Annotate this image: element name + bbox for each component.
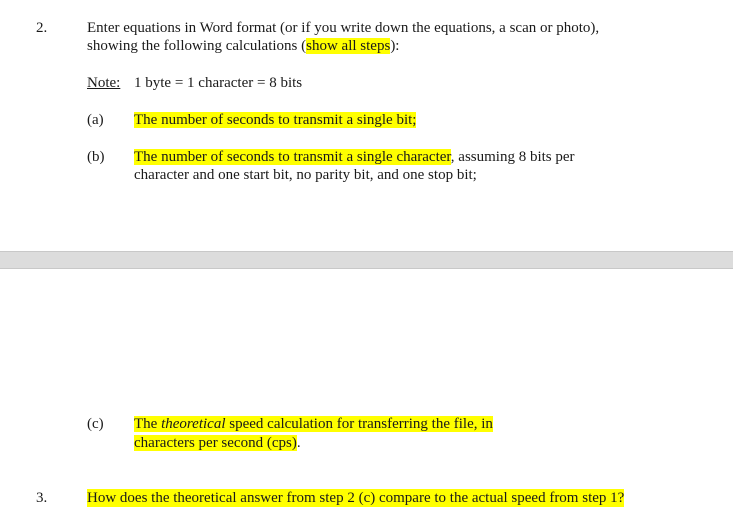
question-3-text: How does the theoretical answer from step 2 (c) compare to the actual speed from step 1? [87,490,625,506]
part-c-line-2: characters per second (cps). [134,435,301,451]
part-b-line-2: character and one start bit, no parity bit, and one stop bit; [134,167,477,183]
note-text: 1 byte = 1 character = 8 bits [134,75,303,91]
part-a-label: (a) [87,112,104,128]
part-b-line-1: The number of seconds to transmit a single character, assuming 8 bits per [134,149,575,165]
part-b-label: (b) [87,149,105,165]
question-2-intro-line-2: showing the following calculations (show all steps): [87,38,400,54]
part-c-line-1: The theoretical speed calculation for transferring the file, in [134,416,493,432]
question-2-number: 2. [36,20,48,36]
part-c-label: (c) [87,416,104,432]
show-all-steps-highlight: show all steps [306,38,391,54]
document-page-bottom [0,269,733,527]
question-2-intro-line-1: Enter equations in Word format (or if you write down the equations, a scan or photo), [87,20,600,36]
question-3-number: 3. [36,490,48,506]
note-label: Note: [87,75,121,91]
page-break-gap [0,251,733,269]
document-page-top [0,0,733,251]
part-a-text: The number of seconds to transmit a single bit; [134,112,417,128]
